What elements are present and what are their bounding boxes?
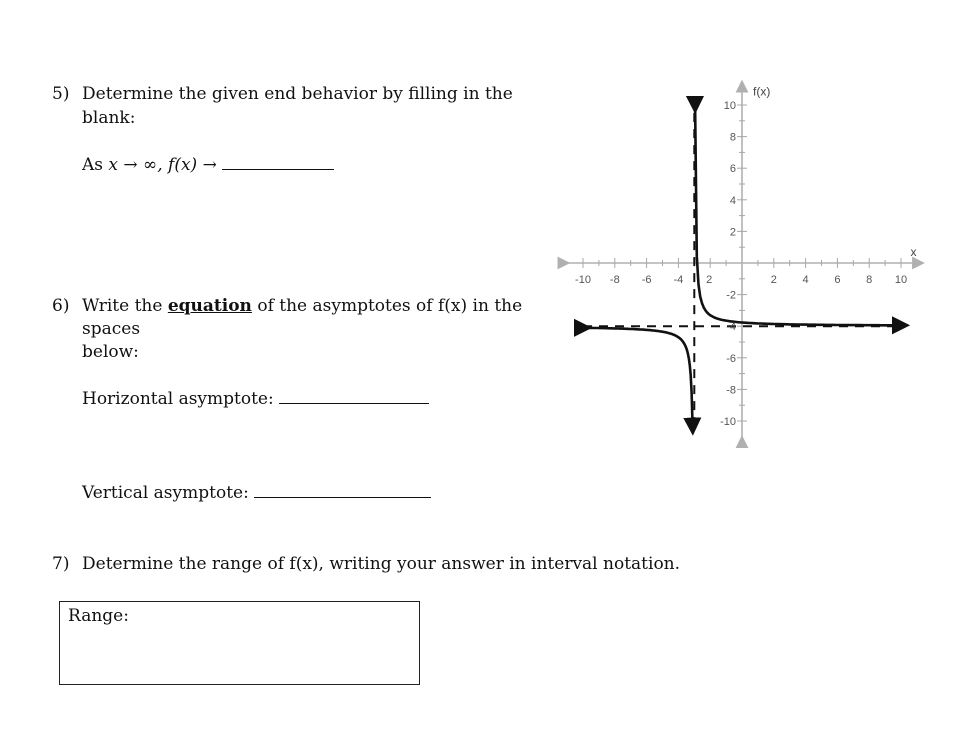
question-number: 7): [52, 554, 70, 574]
x-tick-label: 8: [866, 274, 873, 286]
y-tick-label: 10: [723, 100, 736, 112]
question-text-line1: Determine the given end behavior by filling in the: [82, 84, 513, 104]
emphasis-equation: equation: [167, 296, 252, 316]
question-number: 6): [52, 296, 70, 316]
question-number: 5): [52, 84, 70, 104]
y-tick-label: -2: [726, 289, 736, 302]
y-tick-label: 4: [729, 194, 736, 207]
x-tick-label: 4: [802, 274, 809, 286]
y-tick-label: -8: [726, 384, 736, 397]
range-label: Range:: [68, 606, 129, 626]
y-tick-label: 8: [729, 131, 736, 144]
y-tick-label: -10: [720, 416, 736, 428]
labels-layer: [575, 85, 916, 428]
y-tick-label: -4: [726, 321, 736, 334]
x-axis-label: x: [910, 245, 917, 259]
x-tick-label: -10: [575, 274, 591, 286]
x-tick-label: -6: [641, 274, 652, 286]
x-tick-label: 2: [706, 274, 713, 286]
x-tick-label: 6: [834, 274, 841, 286]
horizontal-asymptote-label: Horizontal asymptote:: [82, 389, 274, 409]
x-tick-label: 10: [894, 274, 908, 286]
expression-prefix: As: [82, 155, 104, 175]
y-tick-label: -6: [726, 352, 736, 365]
question-text-line2: blank:: [82, 108, 136, 128]
x-tick-label: -4: [673, 274, 684, 286]
question-text: Determine the range of f(x), writing your answer in interval notation.: [82, 554, 681, 574]
text-before: Write the: [82, 296, 163, 316]
y-axis-label: f(x): [753, 84, 771, 99]
x-tick-label: 2: [770, 274, 777, 286]
expression-math: x → ∞, f(x) →: [108, 155, 217, 175]
x-tick-label: -8: [609, 274, 620, 286]
question-text-line2: spaces below:: [82, 319, 141, 362]
axes-layer: [564, 86, 919, 442]
y-tick-label: 2: [729, 226, 736, 239]
y-tick-label: 6: [729, 163, 736, 176]
text-after: of the asymptotes of f(x) in the: [257, 296, 523, 316]
vertical-asymptote-label: Vertical asymptote:: [82, 483, 249, 503]
curve-left-branch: [583, 328, 693, 427]
